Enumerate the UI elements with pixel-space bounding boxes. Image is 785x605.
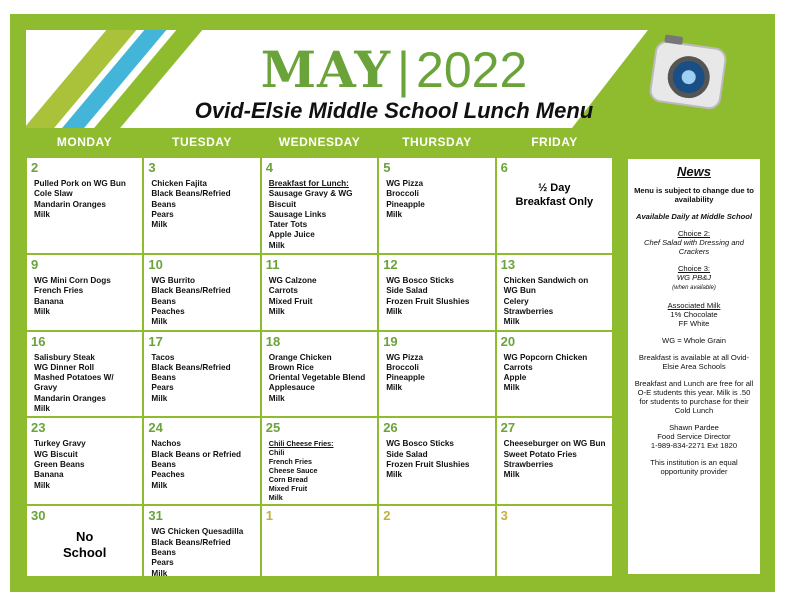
menu-item: Milk xyxy=(151,220,168,230)
menu-item: Milk xyxy=(34,306,50,316)
menu-item: Milk xyxy=(268,493,283,503)
menu-item: Green Beans xyxy=(34,459,85,469)
day-header-wednesday: WEDNESDAY xyxy=(278,135,361,149)
menu-item: Side Salad xyxy=(386,286,428,296)
menu-item: Frozen Fruit Slushies xyxy=(386,459,470,469)
day-cell xyxy=(496,157,613,254)
menu-item: Milk xyxy=(386,470,403,480)
no-school-note: No School xyxy=(63,529,107,561)
menu-items xyxy=(151,439,255,490)
day-number: 3 xyxy=(148,160,156,175)
menu-item: Cole Slaw xyxy=(34,189,73,199)
day-number: 19 xyxy=(383,333,398,349)
day-cell xyxy=(26,505,143,581)
news-equal-opportunity: This institution is an equal opportunity provider xyxy=(650,458,738,476)
menu-items xyxy=(34,179,138,220)
menu-item: Milk xyxy=(503,470,520,480)
menu-item: Sausage Links xyxy=(268,209,327,219)
menu-item: Pineapple xyxy=(386,373,425,383)
day-cell xyxy=(496,417,613,505)
calendar-grid xyxy=(26,157,613,576)
day-cell xyxy=(496,331,613,418)
menu-item: WG Popcorn Chicken xyxy=(503,352,588,362)
menu-items xyxy=(386,179,490,220)
news-milk: Associated Milk 1% Chocolate FF White xyxy=(667,301,721,328)
menu-item: Pulled Pork on WG Bun xyxy=(34,179,126,188)
menu-item: Milk xyxy=(268,306,285,316)
day-number: 18 xyxy=(265,333,281,349)
day-cell xyxy=(496,254,613,330)
menu-items xyxy=(34,353,138,415)
menu-item: Milk xyxy=(34,404,50,414)
day-number: 13 xyxy=(500,257,516,273)
news-panel xyxy=(626,157,762,576)
menu-item: Milk xyxy=(503,317,520,327)
day-number: 4 xyxy=(265,160,274,175)
menu-item: Applesauce xyxy=(268,383,315,393)
day-number: 1 xyxy=(265,508,274,524)
news-wg-note: WG = Whole Grain xyxy=(662,336,726,345)
day-number: 2 xyxy=(31,160,39,175)
day-cell xyxy=(378,505,495,581)
day-cell xyxy=(261,157,378,254)
news-contact: Shawn Pardee Food Service Director 1-989-834-2271 Ext 1820 xyxy=(650,423,738,450)
menu-item: Mandarin Oranges xyxy=(34,199,106,209)
menu-item: Milk xyxy=(268,393,285,403)
day-header-monday: MONDAY xyxy=(56,135,113,149)
menu-items xyxy=(269,353,373,404)
menu-item: Tater Tots xyxy=(268,220,308,230)
menu-item: Tacos xyxy=(151,352,175,362)
menu-items xyxy=(269,179,373,251)
menu-item: Nachos xyxy=(151,439,181,449)
month-label: MAY xyxy=(260,40,392,99)
news-title: News xyxy=(677,164,711,179)
menu-items xyxy=(504,276,608,327)
menu-item: Beans xyxy=(151,459,176,469)
menu-item: Milk xyxy=(151,393,168,403)
news-choice-3: Choice 3: WG PB&J (when available) xyxy=(672,264,716,291)
day-cell xyxy=(26,417,143,505)
day-number: 10 xyxy=(148,257,163,273)
menu-item: Banana xyxy=(34,296,64,306)
day-cell xyxy=(143,331,260,418)
menu-item: WG Pizza xyxy=(386,179,424,188)
menu-item: Pineapple xyxy=(386,199,425,209)
menu-item: Strawberries xyxy=(503,459,554,469)
day-cell xyxy=(261,331,378,418)
day-number: 23 xyxy=(31,420,46,436)
menu-item: Milk xyxy=(151,317,168,327)
menu-item: Sausage Gravy & WG Biscuit xyxy=(268,189,353,209)
day-cell xyxy=(143,254,260,330)
day-header-thursday: THURSDAY xyxy=(402,135,472,149)
menu-item: WG Bosco Sticks xyxy=(386,439,454,449)
day-cell xyxy=(378,157,495,254)
menu-item: Corn Bread xyxy=(268,475,308,485)
menu-item: Black Beans/Refried Beans xyxy=(151,189,231,209)
menu-item: WG Bun xyxy=(503,286,536,296)
menu-heading: Breakfast for Lunch: xyxy=(268,179,349,188)
menu-item: Chili xyxy=(268,448,285,458)
camera-icon xyxy=(648,39,728,110)
title-divider: | xyxy=(397,42,411,98)
news-availability: Menu is subject to change due to availability xyxy=(634,186,754,204)
menu-item: WG Burrito xyxy=(151,276,196,286)
day-cell xyxy=(26,254,143,330)
menu-heading: Chili Cheese Fries: xyxy=(268,439,334,449)
day-number: 30 xyxy=(31,508,46,524)
menu-item: Milk xyxy=(151,568,168,578)
menu-item: WG Pizza xyxy=(386,352,424,362)
day-cell xyxy=(496,505,613,581)
camera-lens xyxy=(665,53,712,100)
menu-item: Cheese Sauce xyxy=(268,466,318,476)
menu-item: Peaches xyxy=(151,306,185,316)
day-number: 2 xyxy=(383,508,391,524)
menu-item: Cheeseburger on WG Bun xyxy=(503,439,606,449)
menu-item: Oriental Vegetable Blend xyxy=(268,373,366,383)
day-number: 20 xyxy=(500,333,516,349)
menu-item: Celery xyxy=(503,296,529,306)
menu-item: Apple xyxy=(503,373,527,383)
day-number: 24 xyxy=(148,420,163,436)
menu-item: Broccoli xyxy=(386,362,419,372)
menu-item: Milk xyxy=(503,383,520,393)
menu-items xyxy=(386,439,490,480)
day-cell xyxy=(261,254,378,330)
day-number: 26 xyxy=(383,420,398,436)
menu-items xyxy=(151,276,255,327)
news-breakfast: Breakfast is available at all Ovid-Elsie Area Schools xyxy=(638,353,750,371)
menu-item: Turkey Gravy xyxy=(34,439,86,449)
day-number: 11 xyxy=(265,257,280,273)
menu-item: Peaches xyxy=(151,470,185,480)
menu-item: WG Chicken Quesadilla xyxy=(151,527,244,537)
day-cell xyxy=(378,331,495,418)
menu-item: Milk xyxy=(34,480,50,490)
menu-item: Mashed Potatoes W/ Gravy xyxy=(34,373,114,393)
menu-item: Orange Chicken xyxy=(268,352,332,362)
menu-items xyxy=(386,353,490,394)
day-cell xyxy=(261,505,378,581)
camera-button xyxy=(664,34,683,44)
day-header-tuesday: TUESDAY xyxy=(172,135,232,149)
day-cell xyxy=(143,157,260,254)
menu-items xyxy=(269,439,373,502)
day-number: 16 xyxy=(31,333,46,349)
menu-item: Black Beans/Refried Beans xyxy=(151,537,231,557)
menu-item: Mandarin Oranges xyxy=(34,393,106,403)
menu-item: Pears xyxy=(151,383,174,393)
menu-item: Black Beans/Refried Beans xyxy=(151,362,231,383)
header-banner xyxy=(26,30,762,128)
menu-item: Pears xyxy=(151,558,174,568)
menu-item: Black Beans/Refried Beans xyxy=(151,286,231,306)
menu-items xyxy=(34,276,138,317)
menu-item: Apple Juice xyxy=(268,230,315,240)
menu-item: WG Bosco Sticks xyxy=(386,276,454,286)
day-number: 9 xyxy=(31,257,39,273)
day-number: 6 xyxy=(500,160,508,175)
menu-item: Mixed Fruit xyxy=(268,296,313,306)
menu-item: French Fries xyxy=(34,286,84,296)
day-cell xyxy=(261,417,378,505)
day-number: 5 xyxy=(383,160,391,175)
day-note: ½ Day Breakfast Only xyxy=(515,182,594,208)
day-number: 25 xyxy=(265,420,281,436)
day-number: 27 xyxy=(500,420,516,436)
day-cell xyxy=(143,505,260,581)
menu-item: Strawberries xyxy=(503,306,554,316)
year-label: 2022 xyxy=(416,42,528,98)
menu-item: WG Calzone xyxy=(268,276,317,286)
menu-items xyxy=(504,353,608,394)
day-cell xyxy=(26,331,143,418)
menu-items xyxy=(269,276,373,317)
menu-item: Chicken Fajita xyxy=(151,179,207,188)
menu-item: French Fries xyxy=(268,457,312,467)
menu-item: Salisbury Steak xyxy=(34,352,95,362)
menu-items xyxy=(34,439,138,490)
menu-item: Milk xyxy=(386,306,403,316)
school-title: Ovid-Elsie Middle School Lunch Menu xyxy=(194,98,594,123)
menu-item: WG Biscuit xyxy=(34,449,78,459)
menu-item: WG Dinner Roll xyxy=(34,362,95,372)
menu-item: Milk xyxy=(386,209,403,219)
menu-item: Milk xyxy=(34,209,50,219)
menu-item: Carrots xyxy=(268,286,298,296)
menu-items xyxy=(151,179,255,230)
menu-items xyxy=(151,353,255,404)
menu-item: Pears xyxy=(151,209,174,219)
menu-item: Brown Rice xyxy=(268,362,314,372)
day-cell xyxy=(378,417,495,505)
news-daily: Available Daily at Middle School xyxy=(635,212,753,221)
menu-item: Milk xyxy=(386,383,403,393)
news-choice-2: Choice 2: Chef Salad with Dressing and Crackers xyxy=(643,229,745,256)
menu-item: Frozen Fruit Slushies xyxy=(386,296,470,306)
menu-item: Carrots xyxy=(503,362,533,372)
menu-item: Chicken Sandwich on xyxy=(503,276,589,286)
menu-item: Mixed Fruit xyxy=(268,484,308,494)
menu-items xyxy=(151,527,255,578)
day-number: 17 xyxy=(148,333,163,349)
menu-item: Sweet Potato Fries xyxy=(503,449,577,459)
day-cell xyxy=(378,254,495,330)
menu-item: Milk xyxy=(151,480,168,490)
news-free-meals: Breakfast and Lunch are free for all O-E students this year. Milk is .50 for students to purchase for their Cold Lunch xyxy=(634,379,754,415)
day-header-friday: FRIDAY xyxy=(531,135,578,149)
day-number: 12 xyxy=(383,257,398,273)
menu-item: Side Salad xyxy=(386,449,428,459)
menu-item: Banana xyxy=(34,470,64,480)
menu-item: WG Mini Corn Dogs xyxy=(34,276,111,286)
day-number: 3 xyxy=(500,508,508,524)
menu-item: Black Beans or Refried xyxy=(151,449,242,459)
menu-item: Broccoli xyxy=(386,189,419,199)
menu-items xyxy=(386,276,490,317)
menu-item: Milk xyxy=(268,240,285,250)
menu-items xyxy=(504,439,608,480)
day-cell xyxy=(143,417,260,505)
day-cell xyxy=(26,157,143,254)
day-number: 31 xyxy=(148,508,163,524)
